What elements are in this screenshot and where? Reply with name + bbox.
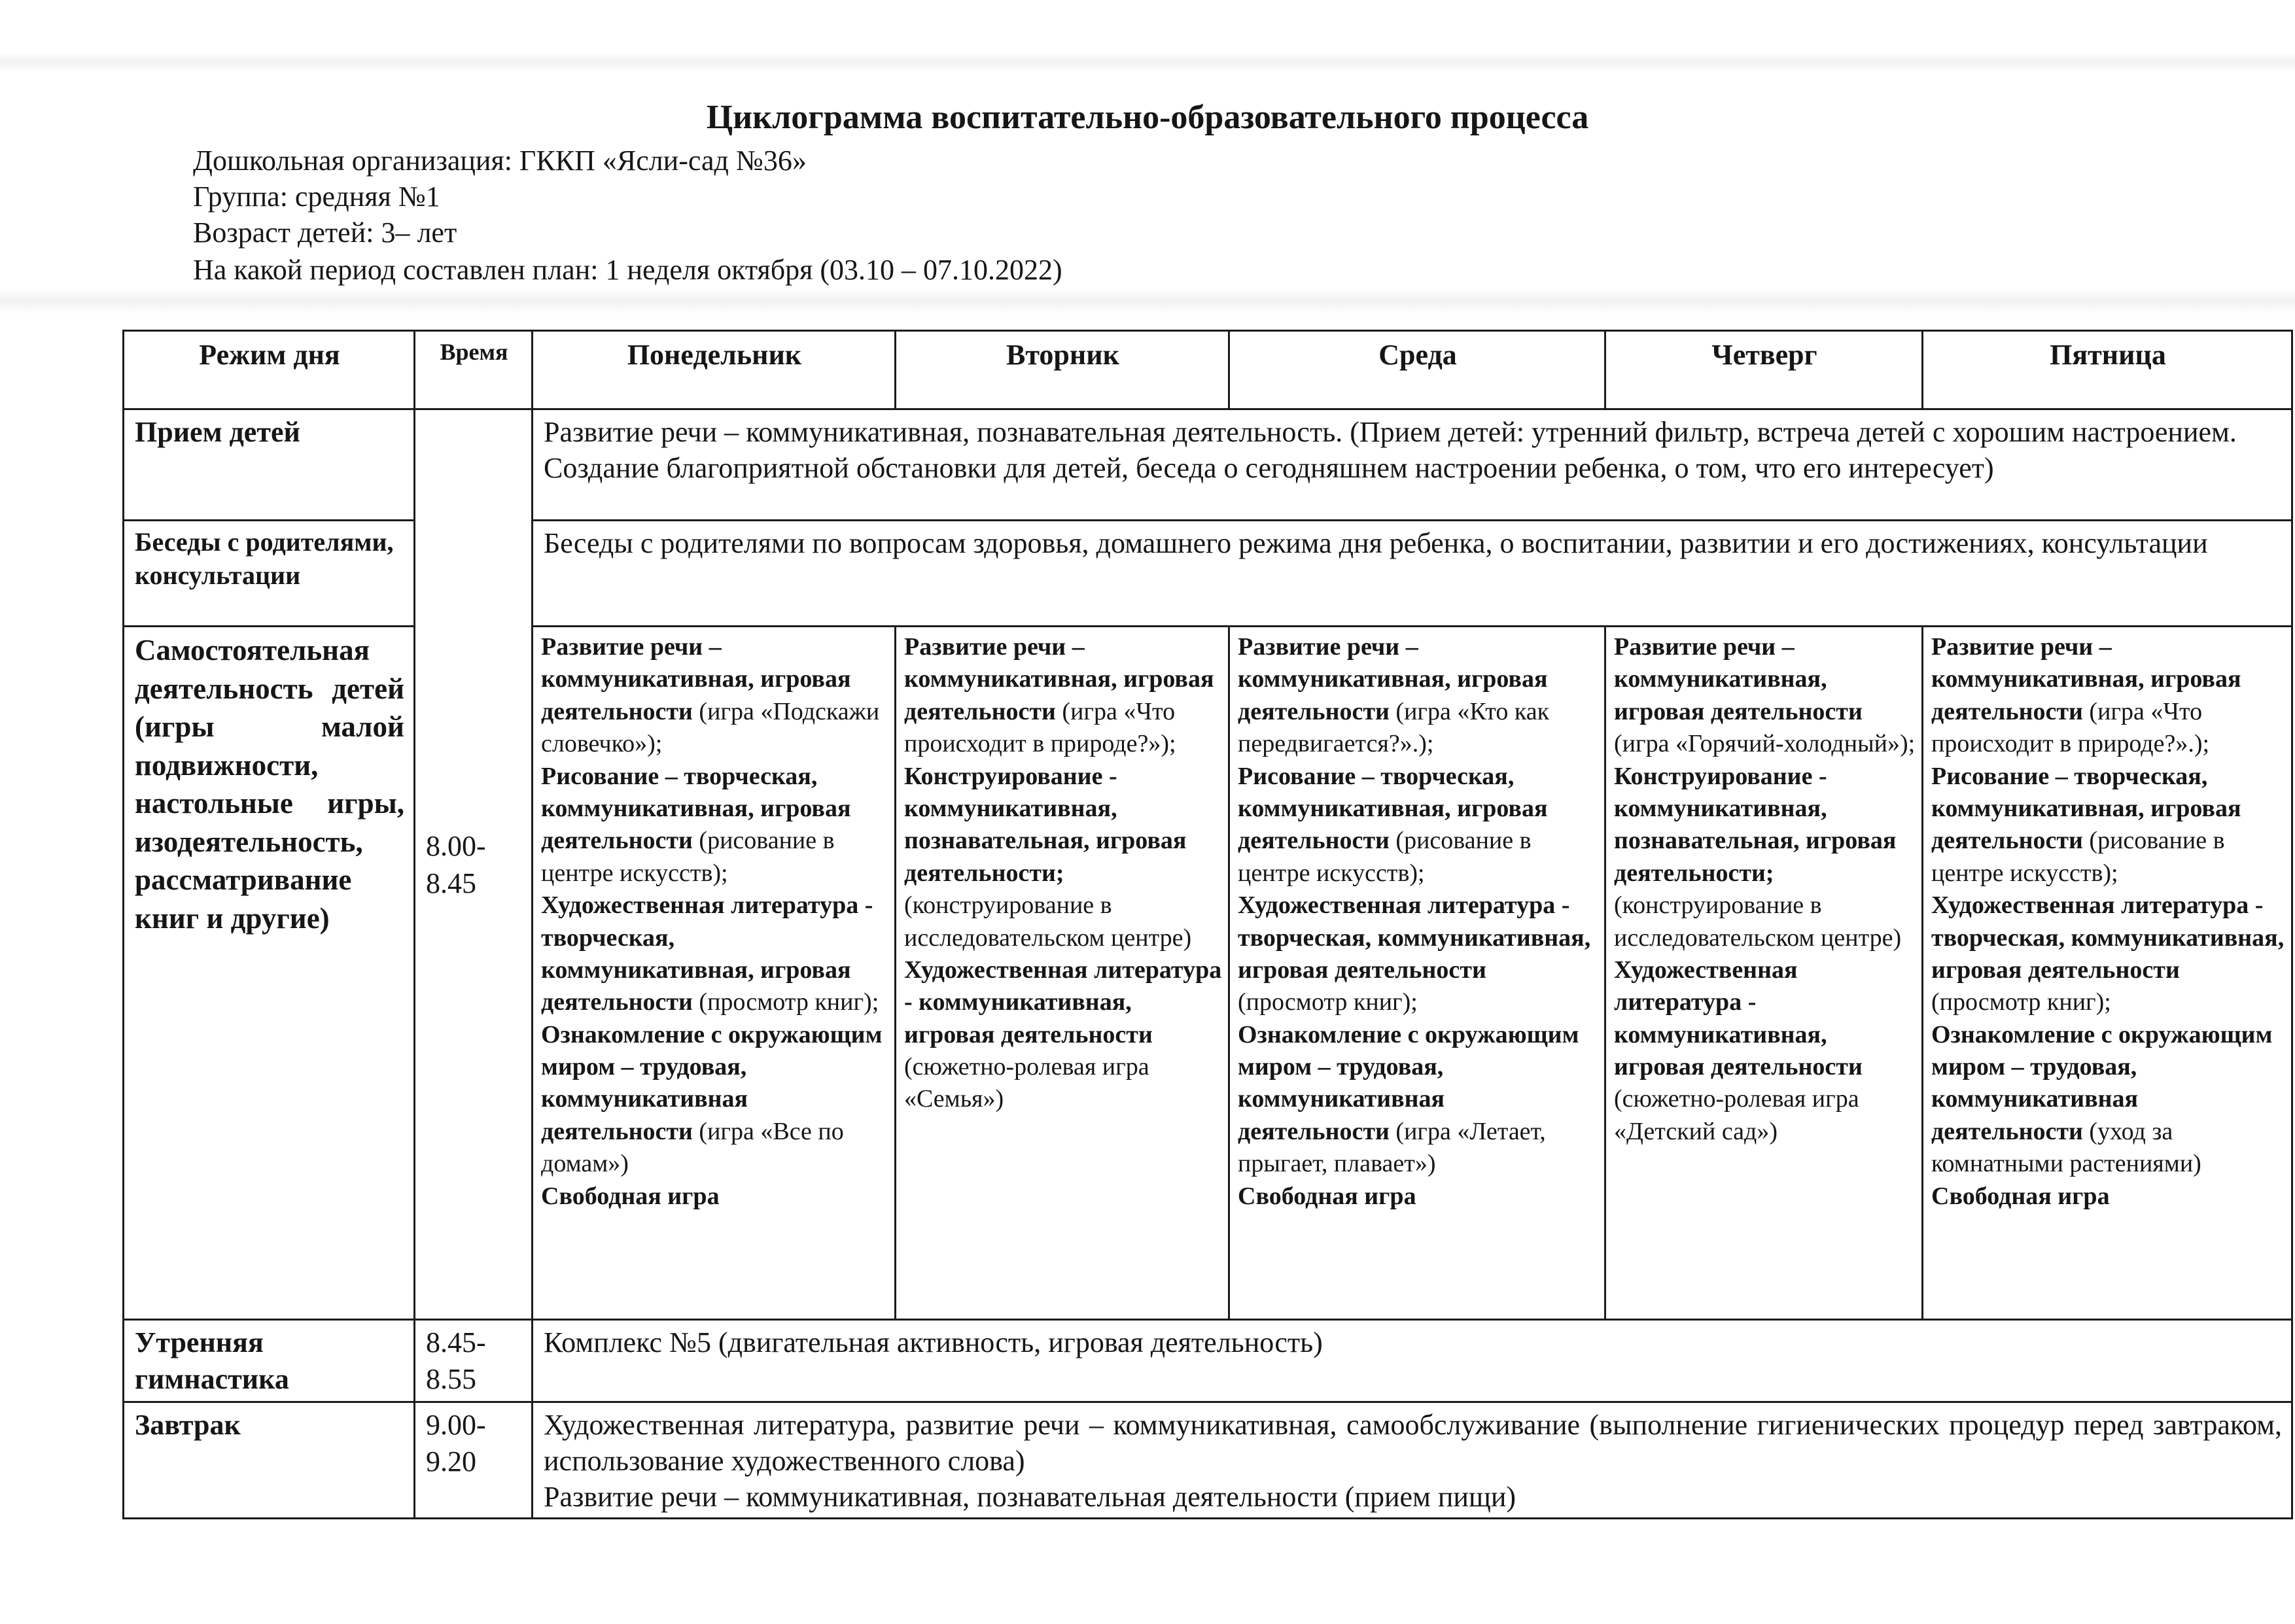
scan-artifact [0, 288, 2295, 314]
activity-item [904, 631, 1223, 761]
row-gymnastics [124, 1320, 2292, 1402]
activity-item [1931, 631, 2286, 761]
time-gymnastics: 8.45-8.55 [415, 1320, 533, 1402]
activity-detail: (игра «Что происходит в природе?»); [904, 697, 1176, 758]
schedule-table [122, 330, 2293, 1519]
activity-item [541, 890, 889, 1019]
label-gymnastics: Утренняя гимнастика [124, 1320, 415, 1402]
meta-age: Возраст детей: 3– лет [193, 216, 457, 249]
activities-wednesday [1229, 627, 1605, 1320]
activity-item [1614, 954, 1916, 1148]
activity-title: Художественная литература - коммуникативная, игровая деятельности [904, 956, 1222, 1048]
activity-title: Свободная игра [541, 1182, 720, 1210]
activity-detail: (просмотр книг); [692, 988, 879, 1016]
text-breakfast [533, 1402, 2292, 1518]
time-breakfast: 9.00-9.20 [415, 1402, 533, 1518]
activity-item [1238, 631, 1599, 761]
activity-title: Художественная литература - творческая, коммуникативная, игровая деятельности [541, 891, 873, 1016]
activity-title: Развитие речи – коммуникативная, игровая деятельности [1238, 633, 1548, 725]
header-wednesday: Среда [1229, 331, 1605, 409]
table-header-row [124, 331, 2292, 409]
activities-tuesday [896, 627, 1229, 1320]
activity-title: Развитие речи – коммуникативная, игровая деятельности [1931, 633, 2241, 725]
activity-detail: (рисование в центре искусств); [1238, 827, 1532, 887]
activity-item [1614, 631, 1916, 761]
meta-organization: Дошкольная организация: ГККП «Ясли-сад №36» [193, 145, 807, 177]
meta-group: Группа: средняя №1 [193, 181, 440, 213]
activity-item [541, 631, 889, 761]
activity-item [1931, 1019, 2286, 1181]
header-thursday: Четверг [1605, 331, 1923, 409]
activity-item [904, 761, 1223, 954]
activity-detail: (игра «Кто как передвигается?».); [1238, 697, 1550, 758]
page-title: Циклограмма воспитательно-образовательного процесса [706, 99, 1589, 136]
scan-artifact [0, 52, 2295, 72]
activity-title: Художественная литература - творческая, коммуникативная, игровая деятельности [1238, 891, 1591, 984]
activity-detail: (игра «Летает, прыгает, плавает») [1238, 1117, 1546, 1178]
activity-title: Художественная литература - коммуникативная, игровая деятельности [1614, 956, 1863, 1081]
activity-title: Ознакомление с окружающим миром – трудовая, коммуникативная деятельности [1238, 1020, 1579, 1145]
activity-item [1238, 761, 1599, 890]
activity-title: Конструирование - коммуникативная, познавательная, игровая деятельности; [1614, 762, 1897, 887]
activity-item [1238, 1181, 1599, 1213]
activity-title: Конструирование - коммуникативная, познавательная, игровая деятельности; [904, 762, 1187, 887]
activity-detail: (просмотр книг); [1931, 988, 2111, 1016]
activity-detail: (просмотр книг); [1238, 988, 1418, 1016]
row-reception [124, 409, 2292, 521]
activity-item [1238, 1019, 1599, 1181]
activity-detail: (конструирование в исследовательском центре) [904, 891, 1192, 952]
row-breakfast [124, 1402, 2292, 1518]
activity-title: Рисование – творческая, коммуникативная, игровая деятельности [541, 762, 851, 855]
activity-detail: (сюжетно-ролевая игра «Семья») [904, 1053, 1149, 1113]
activity-item [1931, 761, 2286, 890]
activity-detail: (рисование в центре искусств); [1931, 827, 2225, 887]
label-parents: Беседы с родителями, консультации [124, 521, 415, 627]
activity-item [904, 954, 1223, 1116]
label-breakfast: Завтрак [124, 1402, 415, 1518]
activity-detail: (конструирование в исследовательском центре) [1614, 891, 1902, 952]
label-reception: Прием детей [124, 409, 415, 521]
breakfast-line-1: Художественная литература, развитие речи – коммуникативная, самообслуживание (выполнение гигиенических процедур перед завтраком, использование художественного слова) [544, 1408, 2282, 1477]
label-independent-activity: Самостоятельная деятельность детей (игры малой подвижности, настольные игры, изодеятельность, рассматривание книг и другие) [124, 627, 415, 1320]
activity-title: Рисование – творческая, коммуникативная, игровая деятельности [1931, 762, 2241, 855]
activity-detail: (рисование в центре искусств); [541, 827, 835, 887]
activity-title: Свободная игра [1931, 1182, 2110, 1210]
activity-title: Развитие речи – коммуникативная, игровая деятельности [1614, 633, 1863, 725]
activities-thursday [1605, 627, 1923, 1320]
text-gymnastics: Комплекс №5 (двигательная активность, игровая деятельность) [533, 1320, 2292, 1402]
text-parents: Беседы с родителями по вопросам здоровья, домашнего режима дня ребенка, о воспитании, развитии и его достижениях, консультации [533, 521, 2292, 627]
breakfast-line-2: Развитие речи – коммуникативная, познавательная деятельности (прием пищи) [544, 1480, 1516, 1513]
activities-monday [533, 627, 896, 1320]
activity-item [1614, 761, 1916, 954]
activity-title: Развитие речи – коммуникативная, игровая деятельности [541, 633, 851, 725]
activity-detail: (игра «Все по домам») [541, 1117, 844, 1178]
activity-title: Развитие речи – коммуникативная, игровая деятельности [904, 633, 1214, 725]
activity-title: Ознакомление с окружающим миром – трудовая, коммуникативная деятельности [1931, 1020, 2273, 1145]
activity-detail: (игра «Что происходит в природе?».); [1931, 697, 2210, 758]
activity-title: Ознакомление с окружающим миром – трудовая, коммуникативная деятельности [541, 1020, 883, 1145]
activity-item [1931, 1181, 2286, 1213]
activity-item [541, 1181, 889, 1213]
activity-detail: (игра «Подскажи словечко»); [541, 697, 880, 758]
time-morning: 8.00-8.45 [415, 409, 533, 1320]
activities-friday [1923, 627, 2292, 1320]
activity-detail: (уход за комнатными растениями) [1931, 1117, 2201, 1178]
header-time: Время [415, 331, 533, 409]
header-daily-routine: Режим дня [124, 331, 415, 409]
text-reception: Развитие речи – коммуникативная, познавательная деятельность. (Прием детей: утренний фильтр, встреча детей с хорошим настроением. Создание благоприятной обстановки для детей, беседа о сегодняшнем настроении ребенка, о том, что его интересует) [533, 409, 2292, 521]
header-tuesday: Вторник [896, 331, 1229, 409]
activity-title: Свободная игра [1238, 1182, 1416, 1210]
activity-title: Художественная литература - творческая, коммуникативная, игровая деятельности [1931, 891, 2285, 984]
meta-period: На какой период составлен план: 1 неделя октября (03.10 – 07.10.2022) [193, 254, 1062, 286]
header-monday: Понедельник [533, 331, 896, 409]
activity-detail: (сюжетно-ролевая игра «Детский сад») [1614, 1085, 1859, 1145]
activity-detail: (игра «Горячий-холодный»); [1614, 730, 1916, 758]
activity-title: Рисование – творческая, коммуникативная, игровая деятельности [1238, 762, 1548, 855]
activity-item [541, 761, 889, 890]
activity-item [541, 1019, 889, 1181]
header-friday: Пятница [1923, 331, 2292, 409]
activity-item [1238, 890, 1599, 1019]
activity-item [1931, 890, 2286, 1019]
